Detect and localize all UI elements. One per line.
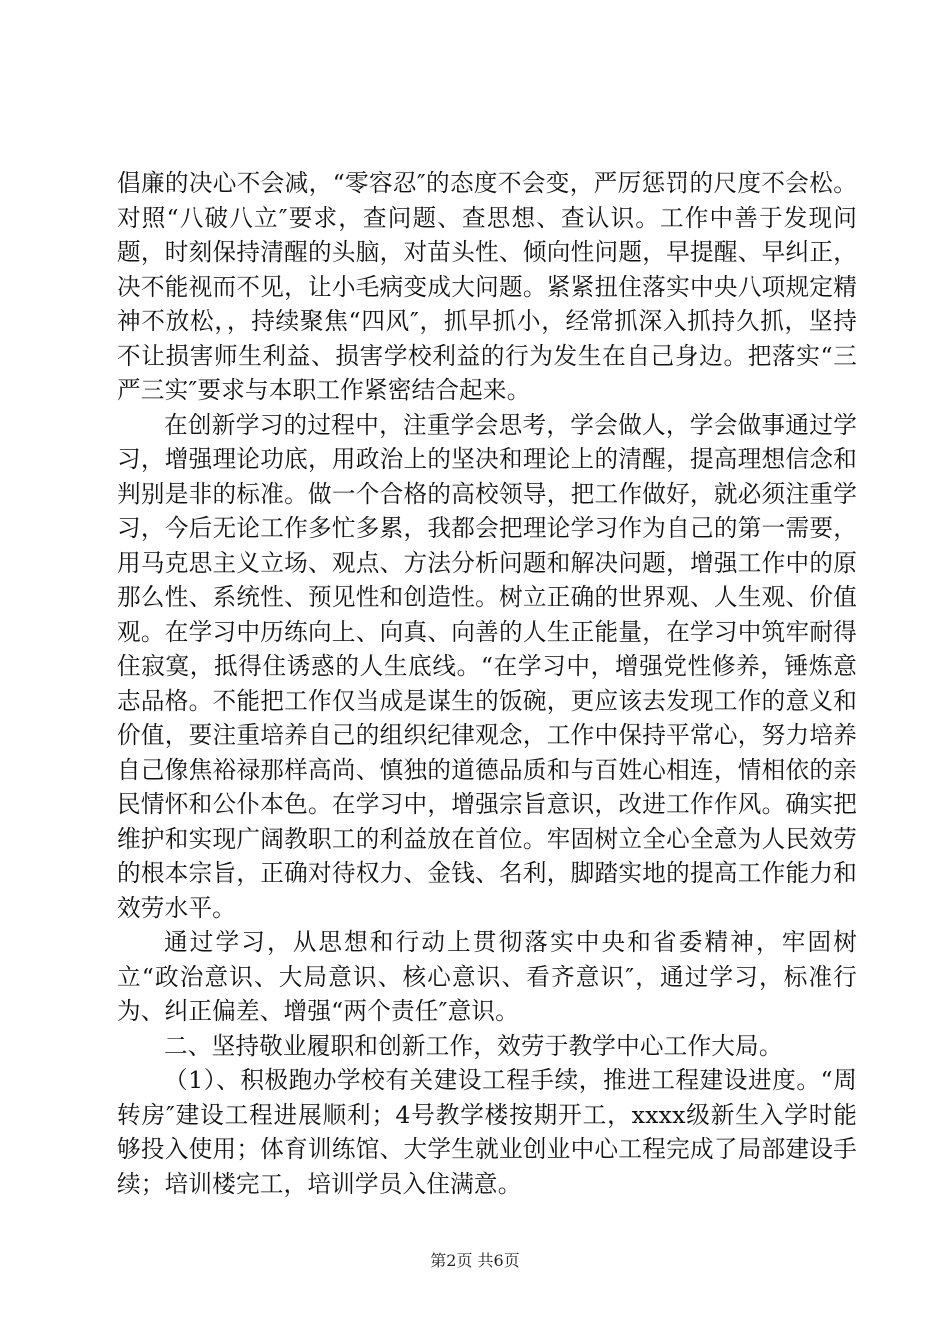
page-number-footer: 第2页 共6页 — [430, 1251, 520, 1270]
paragraph-1: 倡廉的决心不会减，“零容忍″的态度不会变，严厉惩罚的尺度不会松。对照“八破八立″要求，查问题、查思想、查认识。工作中善于发现问题，时刻保持清醒的头脑，对苗头性、倾向性问题，早提醒、早纠正，决不能视而不见，让小毛病变成大问题。紧紧扭住落实中央八项规定精神不放松，，持续聚焦“四风″，抓早抓小，经常抓深入抓持久抓，坚持不让损害师生利益、损害学校利益的行为发生在自己身边。把落实“三严三实″要求与本职工作紧密结合起来。 — [117, 169, 857, 404]
paragraph-2: 在创新学习的过程中，注重学会思考，学会做人，学会做事通过学习，增强理论功底，用政治上的坚决和理论上的清醒，提高理想信念和判别是非的标准。做一个合格的高校领导，把工作做好，就必须注重学习，今后无论工作多忙多累，我都会把理论学习作为自己的第一需要，用马克思主义立场、观点、方法分析问题和解决问题，增强工作中的原那么性、系统性、预见性和创造性。树立正确的世界观、人生观、价值观。在学习中历练向上、向真、向善的人生正能量，在学习中筑牢耐得住寂寞，抵得住诱惑的人生底线。“在学习中，增强党性修养，锤炼意志品格。不能把工作仅当成是谋生的饭碗，更应该去发现工作的意义和价值，要注重培养自己的组织纪律观念，工作中保持平常心，努力培养自己像焦裕禄那样高尚、慎独的道德品质和与百姓心相连，情相依的亲民情怀和公仆本色。在学习中，增强宗旨意识，改进工作作风。确实把维护和实现广阔教职工的利益放在首位。牢固树立全心全意为人民效劳的根本宗旨，正确对待权力、金钱、名利，脚踏实地的提高工作能力和效劳水平。 — [117, 410, 857, 922]
paragraph-5: （1）、积极跑办学校有关建设工程手续，推进工程建设进度。“周转房″建设工程进展顺利；4号教学楼按期开工，xxxx级新生入学时能够投入使用；体育训练馆、大学生就业创业中心工程完成了局部建设手续；培训楼完工，培训学员入住满意。 — [117, 1066, 857, 1198]
document-body — [117, 166, 857, 1201]
paragraph-3: 通过学习，从思想和行动上贯彻落实中央和省委精神，牢固树立“政治意识、大局意识、核心意识、看齐意识″，通过学习，标准行为、纠正偏差、增强“两个责任″意识。 — [117, 928, 857, 1025]
section-heading-2: 二、坚持敬业履职和创新工作，效劳于教学中心工作大局。 — [164, 1031, 783, 1060]
